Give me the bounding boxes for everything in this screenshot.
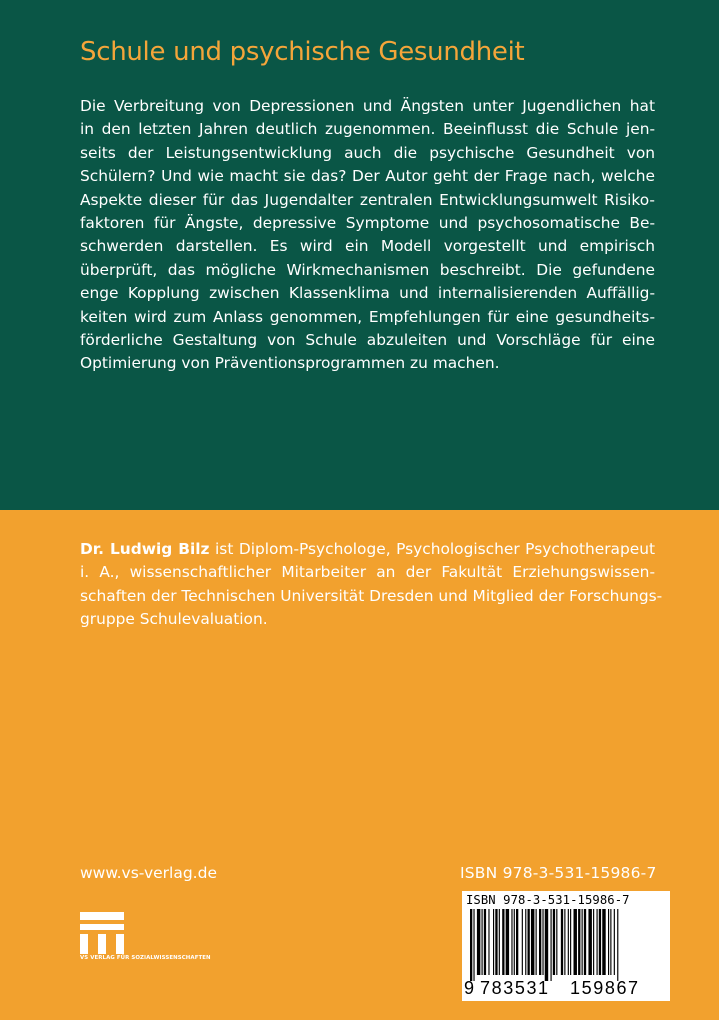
barcode-bar [502,909,504,975]
barcode-bar [553,909,555,975]
barcode-bar [522,909,523,975]
barcode-bar [477,909,480,975]
author-name: Dr. Ludwig Bilz [80,540,210,558]
author-bio [80,538,663,632]
author-bio-text: ist Diplom-Psychologe, Psychologischer Psychotherapeut [209,540,655,558]
barcode-bar [614,909,615,975]
barcode-digits-left: 783531 [480,978,550,998]
barcode-bar [516,909,518,975]
description-line: faktoren für Ängste, depressive Symptome und psychosomatische Be- [80,214,655,233]
book-description [80,95,655,376]
barcode-bars [470,909,666,981]
barcode-bar [570,909,571,975]
barcode-bar [593,909,594,975]
description-line: Aspekte dieser für das Jugendalter zentralen Entwicklungsumwelt Risiko- [80,190,655,209]
barcode-bar [511,909,512,975]
barcode-bar [597,909,598,975]
barcode-bar [599,909,601,975]
barcode-isbn-text: ISBN 978-3-531-15986-7 [466,893,630,907]
book-title: Schule und psychische Gesundheit [80,37,525,67]
barcode [462,891,670,1001]
barcode-bar [551,909,552,981]
barcode-bar [588,909,591,975]
barcode-bar [488,909,489,975]
barcode-bar [499,909,500,975]
description-line: enge Kopplung zwischen Klassenklima und internalisierenden Auffällig- [80,284,655,303]
barcode-digit-first: 9 [464,978,475,998]
barcode-bar [610,909,611,975]
isbn-text: ISBN 978-3-531-15986-7 [460,864,657,882]
author-bio-line: i. A., wissenschaftlicher Mitarbeiter an der Fakultät Erziehungswissen- [80,563,655,582]
barcode-bar [531,909,534,975]
description-line: überprüft, das mögliche Wirkmechanismen beschreibt. Die gefundene [80,260,655,279]
barcode-bar [578,909,580,975]
description-line: Schülern? Und wie macht sie das? Der Autor geht der Frage nach, welche [80,167,655,186]
description-line: seits der Leistungsentwicklung auch die psychische Gesundheit von [80,143,655,162]
barcode-bar [602,909,605,975]
barcode-bar [506,909,509,975]
barcode-bar [617,909,618,981]
description-line: förderliche Gestaltung von Schule abzuleiten und Vorschläge für eine [80,331,655,350]
author-bio-line: schaften der Technischen Universität Dresden und Mitglied der Forschungs- [80,586,663,605]
barcode-bar [584,909,586,975]
barcode-bar [473,909,474,981]
barcode-bar [495,909,497,975]
description-line: Die Verbreitung von Depressionen und Ängsten unter Jugendlichen hat [80,97,655,115]
barcode-bar [574,909,577,975]
barcode-bar [561,909,563,975]
barcode-bar [568,909,569,975]
description-line: in den letzten Jahren deutlich zugenommen. Beeinflusst die Schule jen- [80,120,655,139]
barcode-bar [564,909,565,975]
description-line: schwerden darstellen. Es wird ein Modell vorgestellt und empirisch [80,237,655,256]
barcode-digits [464,978,640,999]
barcode-bar [556,909,557,975]
author-bio-line [80,538,655,561]
vs-verlag-logo-icon [80,912,124,954]
barcode-bar [484,909,486,975]
barcode-bar [545,909,548,981]
barcode-bar [493,909,494,975]
barcode-bar [525,909,526,975]
description-line: Optimierung von Präventionsprogrammen zu machen. [80,354,500,373]
publisher-url: www.vs-verlag.de [80,864,217,882]
barcode-bar [514,909,515,975]
barcode-digits-right: 159867 [570,978,640,998]
barcode-bar [528,909,530,975]
barcode-bar [542,909,543,975]
barcode-bar [536,909,537,975]
barcode-bar [470,909,472,981]
barcode-bar [582,909,583,975]
barcode-bar [482,909,483,975]
description-line: keiten wird zum Anlass genommen, Empfehlungen für eine gesundheits- [80,307,655,326]
publisher-name: VS VERLAG FÜR SOZIALWISSENSCHAFTEN [80,955,211,961]
barcode-bar [539,909,541,975]
barcode-bar [608,909,609,975]
author-bio-line: gruppe Schulevaluation. [80,610,268,629]
